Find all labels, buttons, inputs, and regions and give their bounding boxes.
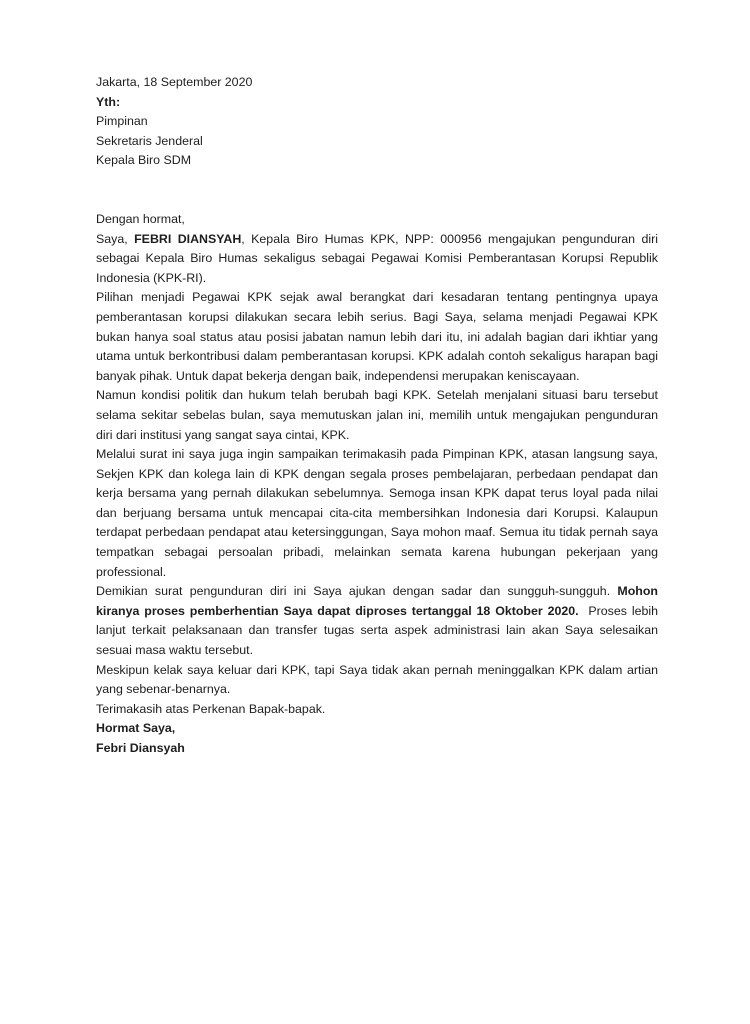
paragraph-reason: Namun kondisi politik dan hukum telah berubah bagi KPK. Setelah menjalani situasi baru tersebut selama sekitar sebelas bulan, saya memutuskan jalan ini, memilih untuk mengajukan pengunduran diri dari institusi yang sangat saya cintai, KPK. bbox=[96, 388, 658, 442]
paragraph-introduction bbox=[96, 230, 658, 289]
recipient-line: Kepala Biro SDM bbox=[96, 153, 192, 168]
letter-body bbox=[96, 73, 662, 759]
request-text: Demikian surat pengunduran diri ini Saya ajukan dengan sadar dan sungguh-sungguh. bbox=[96, 584, 618, 599]
recipient-label: Yth: bbox=[96, 94, 121, 109]
paragraph-thanks: Terimakasih atas Perkenan Bapak-bapak. bbox=[96, 701, 326, 716]
intro-text: , Kepala Biro Humas KPK, NPP: 000956 mengajukan pengunduran diri sebagai Kepala Biro Humas sekaligus sebagai Pegawai Komisi Pemberantasan Korupsi Republik Indonesia (KPK-RI). bbox=[96, 231, 658, 285]
recipient-line: Sekretaris Jenderal bbox=[96, 133, 203, 148]
request-text: Proses lebih lanjut terkait pelaksanaan dan transfer tugas serta aspek administrasi lain akan Saya selesaikan sesuai masa waktu tersebut. bbox=[96, 603, 662, 658]
paragraph-gratitude: Melalui surat ini saya juga ingin sampaikan terimakasih pada Pimpinan KPK, atasan langsung saya, Sekjen KPK dan kolega lain di KPK dengan segala proses pembelajaran, perbedaan pendapat dan kerja bersama yang pernah dilakukan sebelumnya. Semoga insan KPK dapat terus loyal pada nilai dan berjuang bersama untuk mencapai cita-cita membersihkan Indonesia dari Korupsi. Kalaupun terdapat perbedaan pendapat atau ketersinggungan, Saya mohon maaf. Semua itu tidak pernah saya tempatkan sebagai persoalan pribadi, melainkan semata karena hubungan pekerjaan yang professional. bbox=[96, 447, 658, 579]
paragraph-motivation: Pilihan menjadi Pegawai KPK sejak awal berangkat dari kesadaran tentang pentingnya upaya pemberantasan korupsi dilakukan secara lebih serius. Bagi Saya, selama menjadi Pegawai KPK bukan hanya soal status atau posisi jabatan namun lebih dari itu, ini adalah bagian dari ikhtiar yang utama untuk berkontribusi dalam pemberantasan korupsi. KPK adalah contoh sekaligus harapan bagi banyak pihak. Untuk dapat bekerja dengan baik, independensi merupakan keniscayaan. bbox=[96, 290, 658, 383]
salutation: Dengan hormat, bbox=[96, 211, 185, 226]
recipient-list bbox=[96, 112, 658, 171]
intro-text: Saya, bbox=[96, 231, 135, 246]
recipient-line: Pimpinan bbox=[96, 114, 148, 129]
letter-date: Jakarta, 18 September 2020 bbox=[96, 75, 253, 89]
signature-name: Febri Diansyah bbox=[96, 741, 185, 755]
sender-name: FEBRI DIANSYAH bbox=[134, 231, 242, 246]
paragraph-request bbox=[96, 582, 662, 660]
paragraph-commitment: Meskipun kelak saya keluar dari KPK, tapi Saya tidak akan pernah meninggalkan KPK dalam artian yang sebenar-benarnya. bbox=[96, 662, 658, 697]
closing-regards: Hormat Saya, bbox=[96, 721, 176, 736]
request-highlight: Mohon kiranya proses pemberhentian Saya dapat diproses tertanggal 18 Oktober 2020. bbox=[96, 584, 658, 618]
